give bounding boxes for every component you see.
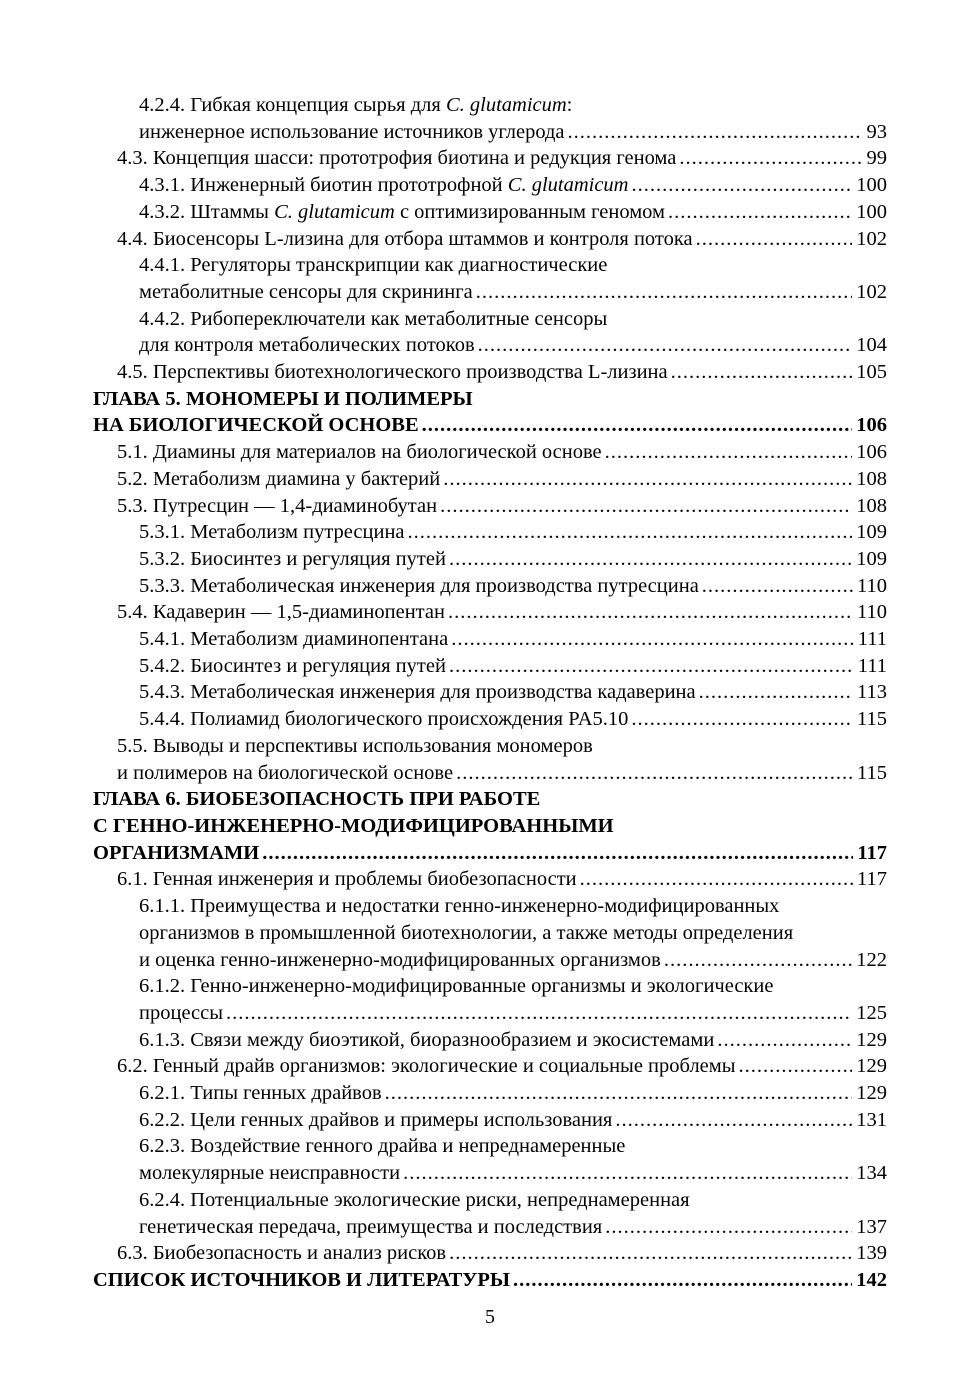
- toc-entry-title: 5.4.1. Метаболизм диаминопентана: [139, 628, 449, 651]
- toc-entry-title: 5.4.4. Полиамид биологического происхождения PA5.10: [139, 708, 629, 731]
- dot-leader: [451, 626, 854, 653]
- toc-page-number: 93: [866, 120, 887, 143]
- dot-leader: [440, 493, 852, 520]
- toc-section-entry: [93, 599, 887, 626]
- toc-text: 6.2.4. Потенциальные экологические риски, непреднамеренная: [139, 1188, 690, 1211]
- toc-entry-title: ОРГАНИЗМАМИ: [93, 841, 260, 864]
- toc-section-entry: [93, 626, 887, 653]
- toc-entry-title: генетическая передача, преимущества и последствия: [139, 1215, 603, 1238]
- toc-page-number: 122: [856, 948, 887, 971]
- toc-section-entry: [93, 519, 887, 546]
- toc-entry-title-line: [139, 306, 887, 333]
- toc-text: 6.1.1. Преимущества и недостатки генно-инженерно-модифицированных: [139, 895, 780, 918]
- toc-page-number: 99: [866, 147, 887, 170]
- toc-entry-title: 5.3.3. Метаболическая инженерия для производства путресцина: [139, 574, 699, 597]
- toc-entry-title: 6.2.1. Типы генных драйвов: [139, 1082, 382, 1105]
- toc-section-entry: [93, 1187, 887, 1240]
- species-name: C. glutamicum: [507, 174, 629, 197]
- toc-page-number: 115: [857, 708, 887, 731]
- toc-entry-title: 6.3. Биобезопасность и анализ рисков: [117, 1242, 447, 1265]
- toc-section-entry: [93, 1133, 887, 1186]
- toc-page-number: 105: [856, 361, 887, 384]
- toc-text: 4.2.4. Гибкая концепция сырья для: [139, 94, 446, 116]
- dot-leader: [403, 1160, 852, 1187]
- toc-entry-title: [139, 199, 665, 226]
- toc-text: 4.3.2. Штаммы: [139, 200, 275, 223]
- toc-text: 6.2.3. Воздействие генного драйва и непреднамеренные: [139, 1135, 626, 1158]
- toc-page-number: 104: [856, 334, 887, 357]
- dot-leader: [456, 760, 853, 787]
- toc-entry-title-line: [93, 786, 887, 813]
- toc-section-entry: [93, 252, 887, 305]
- toc-entry-title-line: [93, 386, 887, 413]
- toc-page-number: 129: [856, 1028, 887, 1051]
- toc-page-number: 137: [856, 1215, 887, 1238]
- toc-text: 5.5. Выводы и перспективы использования мономеров: [117, 734, 593, 757]
- dot-leader: [422, 412, 853, 439]
- toc-entry-title: СПИСОК ИСТОЧНИКОВ И ЛИТЕРАТУРЫ: [93, 1268, 510, 1291]
- toc-text: ГЛАВА 5. МОНОМЕРЫ И ПОЛИМЕРЫ: [93, 387, 473, 410]
- toc-entry-title: 4.3. Концепция шасси: прототрофия биотина и редукция генома: [117, 147, 677, 170]
- toc-text: 4.4.2. Рибопереключатели как метаболитные сенсоры: [139, 307, 608, 330]
- toc-section-entry: [93, 92, 887, 145]
- toc-entry-title: 6.2. Генный драйв организмов: экологические и социальные проблемы: [117, 1055, 736, 1078]
- dot-leader: [408, 519, 853, 546]
- dot-leader: [580, 866, 853, 893]
- dot-leader: [443, 466, 852, 493]
- page-number: 5: [485, 1306, 495, 1328]
- toc-entry-title-line: [139, 1187, 887, 1214]
- toc-section-entry: [93, 306, 887, 359]
- dot-leader: [702, 573, 853, 600]
- toc-section-entry: [93, 679, 887, 706]
- toc-entry-title-line: [139, 973, 887, 1000]
- dot-leader: [679, 145, 862, 172]
- dot-leader: [615, 1107, 852, 1134]
- toc-text: 4.3.1. Инженерный биотин прототрофной: [139, 174, 508, 197]
- toc-entry-title-line: [93, 813, 887, 840]
- toc-page-number: 100: [856, 200, 887, 223]
- toc-section-entry: [93, 359, 887, 386]
- toc-entry-title: 5.1. Диамины для материалов на биологической основе: [117, 441, 602, 464]
- toc-page-number: 110: [857, 574, 887, 597]
- dot-leader: [476, 279, 853, 306]
- toc-section-entry: [93, 893, 887, 973]
- toc-text: организмов в промышленной биотехнологии, а также методы определения: [139, 921, 794, 944]
- table-of-contents: [93, 92, 887, 1294]
- toc-page-number: 111: [857, 628, 887, 651]
- toc-section-entry: [93, 1107, 887, 1134]
- dot-leader: [668, 199, 852, 226]
- toc-section-entry: [93, 546, 887, 573]
- toc-section-entry: [93, 706, 887, 733]
- toc-text: :: [566, 94, 573, 116]
- toc-text: С ГЕННО-ИНЖЕНЕРНО-МОДИФИЦИРОВАННЫМИ: [93, 814, 614, 837]
- dot-leader: [262, 840, 853, 867]
- dot-leader: [513, 1267, 852, 1294]
- dot-leader: [449, 653, 854, 680]
- toc-entry-title: молекулярные неисправности: [139, 1162, 401, 1185]
- toc-page-number: 131: [856, 1108, 887, 1131]
- toc-entry-title: метаболитные сенсоры для скрининга: [139, 280, 473, 303]
- dot-leader: [671, 359, 853, 386]
- toc-entry-title: 6.2.2. Цели генных драйвов и примеры использования: [139, 1108, 613, 1131]
- toc-section-entry: [93, 493, 887, 520]
- toc-page-number: 108: [856, 494, 887, 517]
- toc-text: 6.1.2. Генно-инженерно-модифицированные организмы и экологические: [139, 975, 774, 998]
- dot-leader: [478, 332, 853, 359]
- toc-entry-title-line: [139, 920, 887, 947]
- dot-leader: [664, 947, 852, 974]
- toc-chapter-entry: [93, 786, 887, 866]
- toc-page-number: 109: [856, 547, 887, 570]
- dot-leader: [739, 1053, 853, 1080]
- toc-page-number: 117: [857, 841, 887, 864]
- toc-page-number: 109: [856, 521, 887, 544]
- toc-entry-title: и оценка генно-инженерно-модифицированных организмов: [139, 948, 661, 971]
- species-name: C. glutamicum: [445, 94, 567, 116]
- toc-page-number: 100: [856, 174, 887, 197]
- toc-page-number: 108: [856, 467, 887, 490]
- toc-page-number: 106: [856, 441, 887, 464]
- toc-section-entry: [93, 973, 887, 1026]
- toc-page-number: 117: [857, 868, 887, 891]
- toc-entry-title: и полимеров на биологической основе: [117, 761, 454, 784]
- toc-page-number: 106: [856, 414, 887, 437]
- dot-leader: [699, 679, 853, 706]
- toc-page-number: 125: [856, 1001, 887, 1024]
- toc-section-entry: [93, 226, 887, 253]
- toc-entry-title-line: [139, 1133, 887, 1160]
- dot-leader: [717, 1027, 852, 1054]
- toc-section-entry: [93, 1080, 887, 1107]
- dot-leader: [605, 439, 853, 466]
- toc-section-entry: [93, 199, 887, 226]
- toc-page-number: 113: [857, 681, 887, 704]
- toc-chapter-entry: [93, 386, 887, 439]
- toc-page-number: 129: [856, 1055, 887, 1078]
- toc-entry-title: 5.4. Кадаверин — 1,5-диаминопентан: [117, 601, 445, 624]
- dot-leader: [449, 1240, 852, 1267]
- toc-entry-title: 4.4. Биосенсоры L-лизина для отбора штаммов и контроля потока: [117, 227, 693, 250]
- dot-leader: [631, 706, 853, 733]
- toc-page-number: 139: [856, 1242, 887, 1265]
- toc-section-entry: [93, 866, 887, 893]
- toc-section-entry: [93, 1027, 887, 1054]
- toc-section-entry: [93, 1240, 887, 1267]
- toc-section-entry: [93, 733, 887, 786]
- toc-page-number: 129: [856, 1082, 887, 1105]
- dot-leader: [631, 172, 852, 199]
- toc-entry-title: 5.3.2. Биосинтез и регуляция путей: [139, 547, 446, 570]
- dot-leader: [226, 1000, 852, 1027]
- toc-text: ГЛАВА 6. БИОБЕЗОПАСНОСТЬ ПРИ РАБОТЕ: [93, 788, 541, 811]
- dot-leader: [448, 599, 853, 626]
- toc-text: с оптимизированным геномом: [394, 200, 666, 223]
- toc-page-number: 134: [856, 1162, 887, 1185]
- dot-leader: [605, 1214, 852, 1241]
- toc-entry-title: [139, 172, 628, 199]
- toc-section-entry: [93, 145, 887, 172]
- toc-section-entry: [93, 439, 887, 466]
- toc-entry-title: 5.3.1. Метаболизм путресцина: [139, 521, 405, 544]
- toc-entry-title-line: [139, 92, 887, 119]
- dot-leader: [696, 226, 853, 253]
- toc-page-number: 102: [856, 227, 887, 250]
- toc-entry-title: 5.4.3. Метаболическая инженерия для производства кадаверина: [139, 681, 696, 704]
- toc-page-number: 111: [857, 654, 887, 677]
- toc-page-number: 115: [857, 761, 887, 784]
- toc-chapter-entry: [93, 1267, 887, 1294]
- toc-page-number: 142: [856, 1268, 887, 1291]
- toc-section-entry: [93, 1053, 887, 1080]
- toc-section-entry: [93, 172, 887, 199]
- toc-entry-title: НА БИОЛОГИЧЕСКОЙ ОСНОВЕ: [93, 414, 419, 437]
- toc-page-number: 102: [856, 280, 887, 303]
- dot-leader: [385, 1080, 853, 1107]
- toc-entry-title: 6.1.3. Связи между биоэтикой, биоразнообразием и экосистемами: [139, 1028, 715, 1051]
- toc-section-entry: [93, 653, 887, 680]
- toc-entry-title: 4.5. Перспективы биотехнологического производства L-лизина: [117, 361, 668, 384]
- toc-entry-title: процессы: [139, 1001, 224, 1024]
- toc-entry-title: 5.4.2. Биосинтез и регуляция путей: [139, 654, 446, 677]
- toc-entry-title: 5.2. Метаболизм диамина у бактерий: [117, 467, 441, 490]
- dot-leader: [568, 119, 863, 146]
- dot-leader: [449, 546, 852, 573]
- toc-section-entry: [93, 573, 887, 600]
- toc-entry-title: 5.3. Путресцин — 1,4-диаминобутан: [117, 494, 438, 517]
- toc-entry-title-line: [139, 893, 887, 920]
- toc-entry-title: 6.1. Генная инженерия и проблемы биобезопасности: [117, 868, 577, 891]
- toc-entry-title: инженерное использование источников углерода: [139, 120, 565, 143]
- toc-section-entry: [93, 466, 887, 493]
- toc-entry-title: для контроля метаболических потоков: [139, 334, 475, 357]
- toc-page-number: 110: [857, 601, 887, 624]
- species-name: C. glutamicum: [274, 200, 395, 223]
- toc-text: 4.4.1. Регуляторы транскрипции как диагностические: [139, 254, 608, 277]
- toc-entry-title-line: [139, 252, 887, 279]
- toc-entry-title-line: [117, 733, 887, 760]
